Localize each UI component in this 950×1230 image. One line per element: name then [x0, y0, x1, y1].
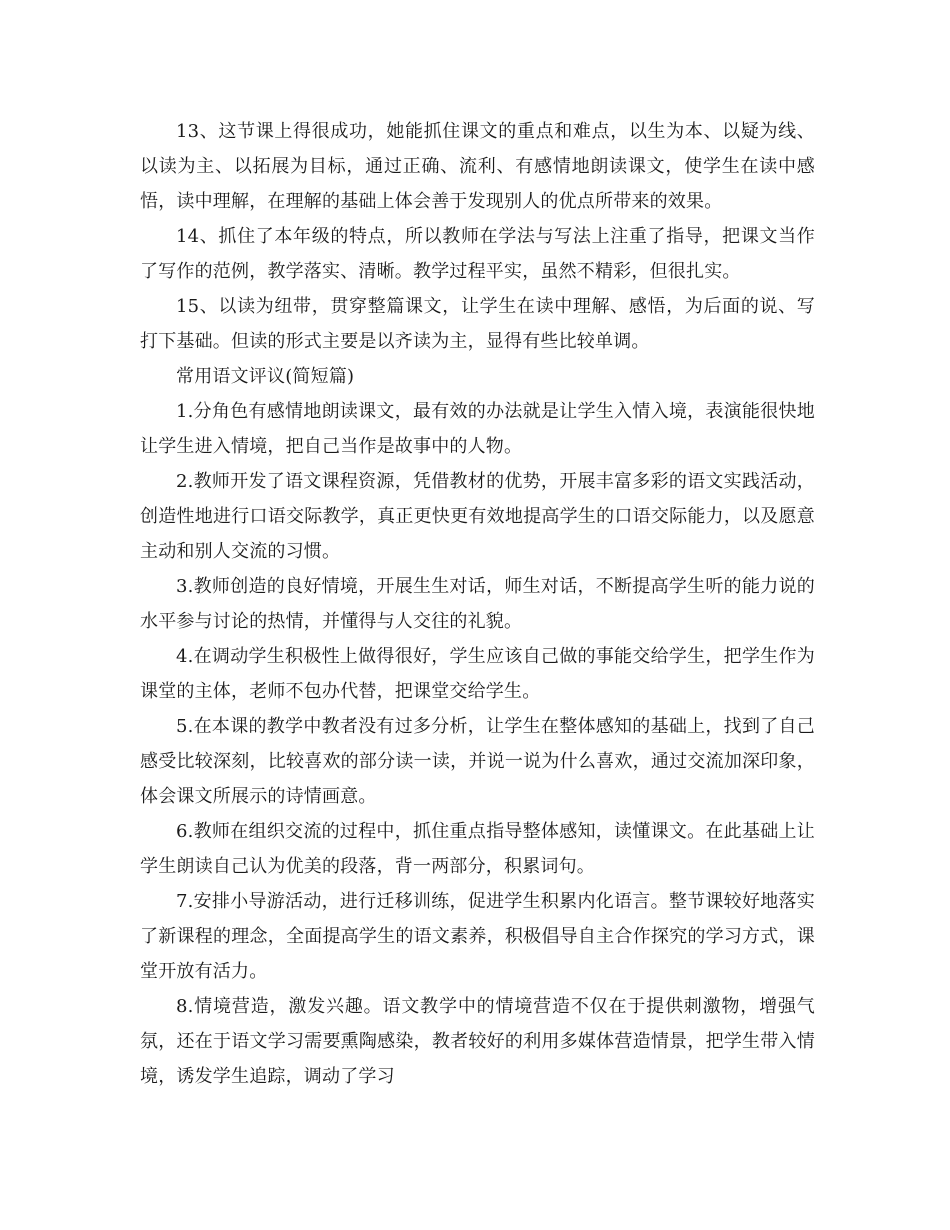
list-item-3: 3.教师创造的良好情境，开展生生对话，师生对话，不断提高学生听的能力说的水平参与讨论的热情，并懂得与人交往的礼貌。 — [140, 576, 815, 632]
paragraph-15: 15、以读为纽带，贯穿整篇课文，让学生在读中理解、感悟，为后面的说、写打下基础。但读的形式主要是以齐读为主，显得有些比较单调。 — [140, 296, 815, 352]
list-item-8: 8.情境营造，激发兴趣。语文教学中的情境营造不仅在于提供刺激物，增强气氛，还在于语文学习需要熏陶感染，教者较好的利用多媒体营造情景，把学生带入情境，诱发学生追踪，调动了学习 — [140, 996, 815, 1087]
list-item-7: 7.安排小导游活动，进行迁移训练，促进学生积累内化语言。整节课较好地落实了新课程的理念，全面提高学生的语文素养，积极倡导自主合作探究的学习方式，课堂开放有活力。 — [140, 891, 815, 982]
section-heading: 常用语文评议(简短篇) — [176, 366, 355, 387]
document-body — [140, 114, 815, 1094]
list-item-2: 2.教师开发了语文课程资源，凭借教材的优势，开展丰富多彩的语文实践活动，创造性地进行口语交际教学，真正更快更有效地提高学生的口语交际能力，以及愿意主动和别人交流的习惯。 — [140, 471, 815, 562]
paragraph-14: 14、抓住了本年级的特点，所以教师在学法与写法上注重了指导，把课文当作了写作的范例，教学落实、清晰。教学过程平实，虽然不精彩，但很扎实。 — [140, 226, 815, 282]
paragraph-13: 13、这节课上得很成功，她能抓住课文的重点和难点，以生为本、以疑为线、以读为主、以拓展为目标，通过正确、流利、有感情地朗读课文，使学生在读中感悟，读中理解，在理解的基础上体会善于发现别人的优点所带来的效果。 — [140, 121, 815, 212]
list-item-4: 4.在调动学生积极性上做得很好，学生应该自己做的事能交给学生，把学生作为课堂的主体，老师不包办代替，把课堂交给学生。 — [140, 646, 815, 702]
list-item-1: 1.分角色有感情地朗读课文，最有效的办法就是让学生入情入境，表演能很快地让学生进入情境，把自己当作是故事中的人物。 — [140, 401, 815, 457]
list-item-6: 6.教师在组织交流的过程中，抓住重点指导整体感知，读懂课文。在此基础上让学生朗读自己认为优美的段落，背一两部分，积累词句。 — [140, 821, 815, 877]
list-item-5: 5.在本课的教学中教者没有过多分析，让学生在整体感知的基础上，找到了自己感受比较深刻，比较喜欢的部分读一读，并说一说为什么喜欢，通过交流加深印象，体会课文所展示的诗情画意。 — [140, 716, 815, 807]
